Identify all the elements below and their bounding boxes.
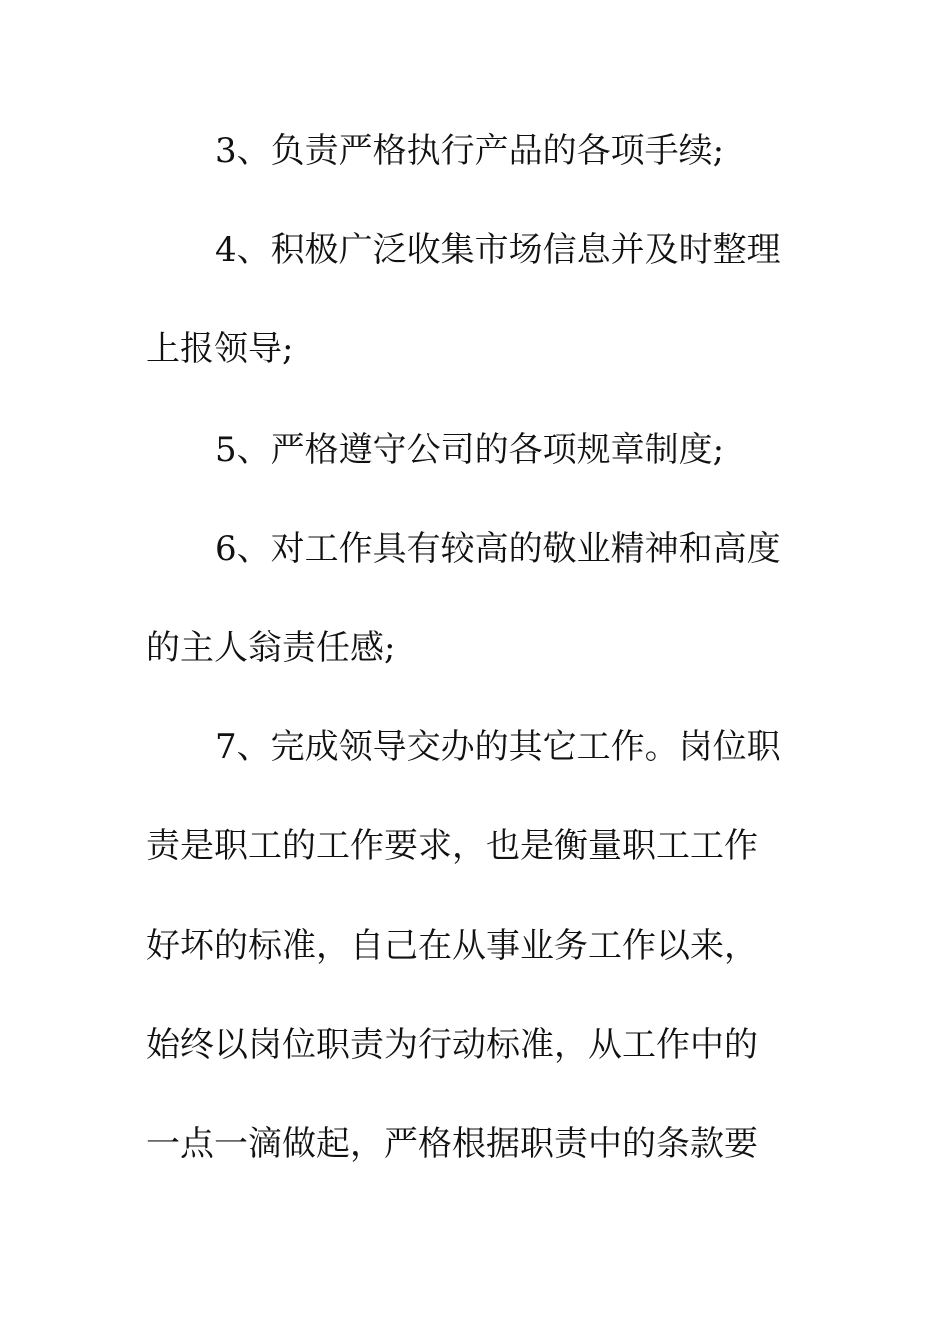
- text-line: 始终以岗位职责为行动标准，从工作中的: [146, 1025, 758, 1065]
- text-line: 4、积极广泛收集市场信息并及时整理: [215, 230, 781, 270]
- text-line: 5、严格遵守公司的各项规章制度;: [215, 430, 725, 470]
- text-line: 好坏的标准，自己在从事业务工作以来，: [146, 926, 758, 966]
- text-line: 一点一滴做起，严格根据职责中的条款要: [146, 1124, 758, 1164]
- text-line: 责是职工的工作要求，也是衡量职工工作: [146, 826, 758, 866]
- text-line: 6、对工作具有较高的敬业精神和高度: [215, 529, 781, 569]
- text-line: 3、负责严格执行产品的各项手续;: [215, 131, 725, 171]
- text-line: 上报领导;: [146, 329, 294, 369]
- text-line: 7、完成领导交办的其它工作。岗位职: [215, 727, 781, 767]
- text-line: 的主人翁责任感;: [146, 628, 396, 668]
